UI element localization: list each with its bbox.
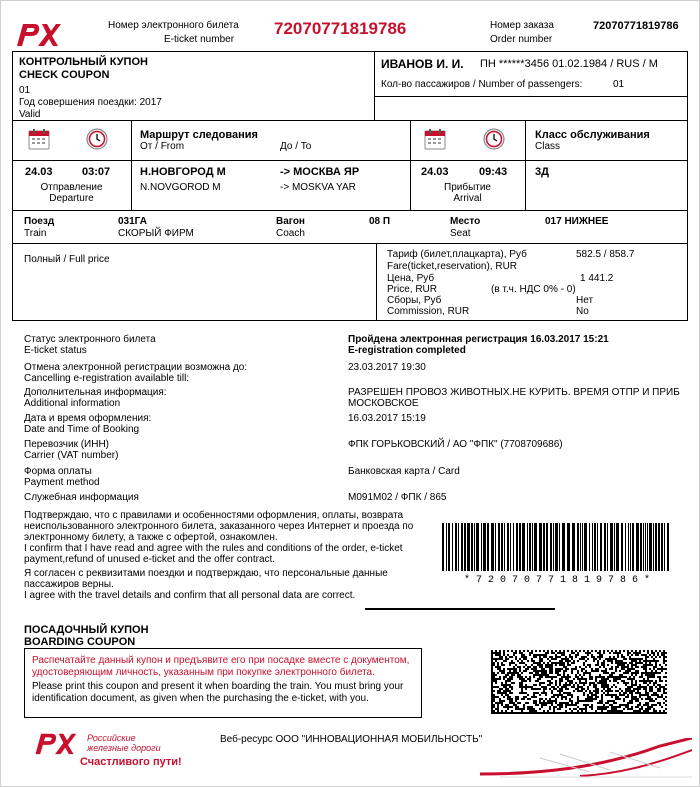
rzd-logo [30,730,80,756]
barcode-bar [491,523,494,571]
barcode-bar [448,523,450,571]
barcode [442,523,672,571]
tariff-value: 582.5 / 858.7 [576,249,635,260]
barcode-bar [567,523,570,571]
info-value-line-1: РАЗРЕШЕН ПРОВОЗ ЖИВОТНЫХ.НЕ КУРИТЬ. ВРЕМЯ ОТПР И ПРИБ [348,387,680,398]
class-label: Класс обслуживания [535,129,650,141]
price-label [387,273,437,295]
info-label-ru: Статус электронного билета [24,334,156,345]
barcode-bar [625,523,626,571]
departure-date: 24.03 [25,166,53,178]
barcode-bar [597,523,598,571]
barcode-bar [471,523,473,571]
tariff-label-ru: Тариф (билет,плацкарта), Руб [387,249,527,260]
info-label [24,413,151,435]
barcode-bar [584,523,587,571]
check-coupon-title [19,56,148,82]
info-value-line-2: E-registration completed [348,345,466,356]
route-label: Маршрут следования [140,129,258,141]
barcode-bar [649,523,652,571]
info-label-ru: Форма оплаты [24,466,92,477]
train-info [118,216,194,240]
arrival-label-en: Arrival [453,193,482,204]
departure-label [12,182,131,204]
barcode-bar [510,523,511,571]
info-label-ru: Дата и время оформления: [24,413,152,424]
info-value-line-1: Банковская карта / Card [348,466,460,477]
boarding-coupon-title [24,624,149,648]
coupon-number: 01 [19,85,31,96]
barcode-bar [604,523,606,571]
info-label-en: E-ticket status [24,345,87,356]
seat-label [450,216,480,240]
barcode-bar [532,523,533,571]
barcode-bar [632,523,634,571]
class-label-en: Class [535,141,561,152]
ticket-number: 72070771819786 [274,19,407,38]
barcode-bar [467,523,470,571]
passenger-name: ИВАНОВ И. И. [381,57,464,71]
info-label [24,439,118,461]
tariff-label-en: Fare(ticket,reservation), RUR [387,261,518,272]
passengers-count-label: Кол-во пассажиров / Number of passengers: [381,79,583,90]
barcode-bar [458,523,459,571]
arrival-time: 09:43 [479,166,508,178]
barcode-bar [539,523,542,571]
to-station-en: -> MOSKVA YAR [280,182,356,193]
fees-value-en: No [576,306,589,317]
info-value-line-1: 16.03.2017 15:19 [348,413,426,424]
departure-label-en: Departure [49,193,94,204]
validity: Valid [19,109,41,120]
ticket-number-label-ru: Номер электронного билета [108,20,239,31]
trip-year: Год совершения поездки: 2017 [19,97,162,108]
barcode-bar [501,523,503,571]
order-number-label [490,20,554,45]
vat: (в т.ч. НДС 0% - 0) [491,284,576,295]
service-class: 3Д [535,166,549,178]
barcode-bar [616,523,619,571]
departure-label-ru: Отправление [40,182,103,193]
arrival-date: 24.03 [421,166,449,178]
barcode-bar [640,523,642,571]
train-label-ru: Поезд [24,216,55,227]
info-value-line-1: ФПК ГОРЬКОВСКИЙ / АО "ФПК" (7708709686) [348,439,563,450]
coach-label-ru: Вагон [276,216,305,227]
barcode-bar [483,523,486,571]
barcode-bar [534,523,537,571]
barcode-bar [464,523,466,571]
train-label-en: Train [24,228,47,239]
to-station-ru: -> МОСКВА ЯР [280,166,360,178]
boarding-notice-ru: Распечатайте данный купон и предъявите его при посадке вместе с документом, удостоверяющим личность, указанным при покупке электронного билета. [32,655,410,678]
info-label-en: Payment method [24,477,100,488]
barcode-bar [455,523,457,571]
barcode-bar [589,523,590,571]
barcode-bar [495,523,496,571]
barcode-bar [661,523,663,571]
barcode-bar [481,523,482,571]
logo-line-1: Российские [87,733,136,743]
agreement-ru-2: Я согласен с реквизитами поездки и подтверждаю, что персональные данные пассажиров верны. [24,568,388,590]
barcode-bar [474,523,475,571]
fees-label-ru: Сборы, Руб [387,295,442,306]
agreement-text [24,510,416,601]
info-value [348,413,426,424]
info-label-ru: Служебная информация [24,492,139,503]
arrival-label [410,182,525,204]
clock-icon [483,128,505,150]
calendar-icon [424,128,446,150]
from-label: От / From [140,141,185,152]
order-number: 72070771819786 [593,20,679,32]
to-label: До / To [280,141,312,152]
info-value-line-2: МОСКОВСКОЕ [348,398,419,409]
barcode-bar [653,523,654,571]
barcode-bar [667,523,669,571]
barcode-bar [655,523,657,571]
info-label-en: Date and Time of Booking [24,424,140,435]
seat-number: 017 НИЖНЕЕ [545,216,609,227]
info-value [348,362,426,373]
barcode-bar [507,523,509,571]
price-label-en: Price, RUR [387,284,438,295]
barcode-bar [600,523,602,571]
barcode-bar [628,523,629,571]
barcode-bar [527,523,528,571]
rail-swoosh [480,738,692,778]
barcode-bar [610,523,613,571]
qr-code [491,650,667,714]
check-coupon-title-en: CHECK COUPON [19,69,110,81]
boarding-coupon-title-ru: ПОСАДОЧНЫЙ КУПОН [24,624,149,636]
info-value [348,466,460,477]
barcode-bar [572,523,575,571]
rzd-logo [14,20,62,48]
passenger-document: ПН ******3456 01.02.1984 / RUS / М [480,58,658,70]
tariff-label [387,249,527,273]
barcode-bar [546,523,548,571]
arrival-label-ru: Прибытие [444,182,491,193]
web-resource: Веб-ресурс ООО "ИННОВАЦИОННАЯ МОБИЛЬНОСТЬ" [220,734,483,745]
train-number: 031ГА [118,216,147,227]
info-label-en: Cancelling e-registration available till: [24,373,190,384]
coach-label [276,216,305,240]
check-coupon-title-ru: КОНТРОЛЬНЫЙ КУПОН [19,56,148,68]
info-value [348,334,609,356]
info-value-line-1: 23.03.2017 19:30 [348,362,426,373]
barcode-bar [529,523,531,571]
barcode-bar [594,523,596,571]
seat-label-en: Seat [450,228,471,239]
fees-label [387,295,469,317]
price-label-ru: Цена, Руб [387,273,435,284]
from-station-en: N.NOVGOROD M [140,182,221,193]
barcode-bar [621,523,623,571]
barcode-bar [519,523,521,571]
barcode-bar [607,523,608,571]
rzd-logo-text [87,733,161,753]
seat-label-ru: Место [450,216,481,227]
barcode-bar [577,523,579,571]
barcode-bar [582,523,583,571]
barcode-bar [647,523,648,571]
info-label-ru: Отмена электронной регистрации возможна до: [24,362,248,373]
barcode-bar [658,523,660,571]
info-value-line-1: М091М02 / ФПК / 865 [348,492,447,503]
coach-number: 08 П [369,216,391,227]
info-label [24,466,100,488]
from-station-ru: Н.НОВГОРОД М [140,166,226,178]
barcode-bar [446,523,447,571]
price-value: 1 441.2 [580,273,614,284]
barcode-bar [452,523,453,571]
barcode-text: * 7 2 0 7 0 7 7 1 8 1 9 7 8 6 * [463,575,651,586]
calendar-icon [28,128,50,150]
slogan: Счастливого пути! [80,756,182,768]
info-label-en: Carrier (VAT number) [24,450,119,461]
info-value [348,492,446,503]
info-value [348,439,563,450]
ticket-number-label-en: E-ticket number [164,34,235,45]
info-label [24,334,156,356]
barcode-bar [476,523,479,571]
ticket-number-label [108,20,239,45]
barcode-bar [522,523,525,571]
info-label-ru: Дополнительная информация: [24,387,167,398]
train-type: СКОРЫЙ ФИРМ [118,228,194,239]
info-label-en: Additional information [24,398,121,409]
boarding-notice-en: Please print this coupon and present it when boarding the train. You must bring your identification document, as given when the purchasing the e-ticket, with you. [32,681,404,704]
info-label [24,387,167,409]
info-value [348,387,680,409]
barcode-bar [630,523,631,571]
agreement-en-2: I agree with the travel details and confirm that all personal data are correct. [24,590,356,601]
train-label [24,216,54,240]
barcode-bar [592,523,593,571]
signature-line [365,608,555,610]
barcode-bar [643,523,644,571]
barcode-bar [664,523,665,571]
check-coupon-details [19,85,162,121]
agreement-ru-1: Подтверждаю, что с правилами и особенностями оформления, оплаты, возврата неиспользованного электронного билета, заказанного через Интернет и проезда по электронному билету, а также с офертой, ознакомлен. [24,510,414,543]
barcode-bar [543,523,545,571]
barcode-bar [498,523,500,571]
boarding-coupon-title-en: BOARDING COUPON [24,636,136,648]
barcode-bar [504,523,505,571]
info-value-line-1: Пройдена электронная регистрация 16.03.2017 15:21 [348,334,609,345]
barcode-bar [636,523,639,571]
barcode-bar [516,523,518,571]
barcode-bar [461,523,463,571]
order-number-label-ru: Номер заказа [490,20,554,31]
clock-icon [86,128,108,150]
barcode-bar [645,523,646,571]
order-number-label-en: Order number [490,34,553,45]
barcode-bar [553,523,554,571]
barcode-bar [513,523,514,571]
fare-type: Полный / Full price [24,254,110,265]
barcode-bar [487,523,489,571]
departure-time: 03:07 [82,166,111,178]
barcode-bar [555,523,558,571]
agreement-en-1: I confirm that I have read and agree with the rules and conditions of the order, e-ticket payment,refund of unused e-ticket and the offer contract. [24,543,403,565]
info-label [24,492,139,503]
fees-value [576,295,593,317]
barcode-bar [580,523,581,571]
fees-value-ru: Нет [576,295,594,306]
fees-label-en: Commission, RUR [387,306,470,317]
info-label [24,362,247,384]
logo-line-2: железные дороги [87,743,161,753]
passengers-count: 01 [613,79,625,90]
barcode-bar [562,523,565,571]
info-label-ru: Перевозчик (ИНН) [24,439,110,450]
barcode-bar [559,523,560,571]
barcode-bar [550,523,552,571]
coach-label-en: Coach [276,228,305,239]
barcode-bar [442,523,444,571]
barcode-bar [614,523,615,571]
